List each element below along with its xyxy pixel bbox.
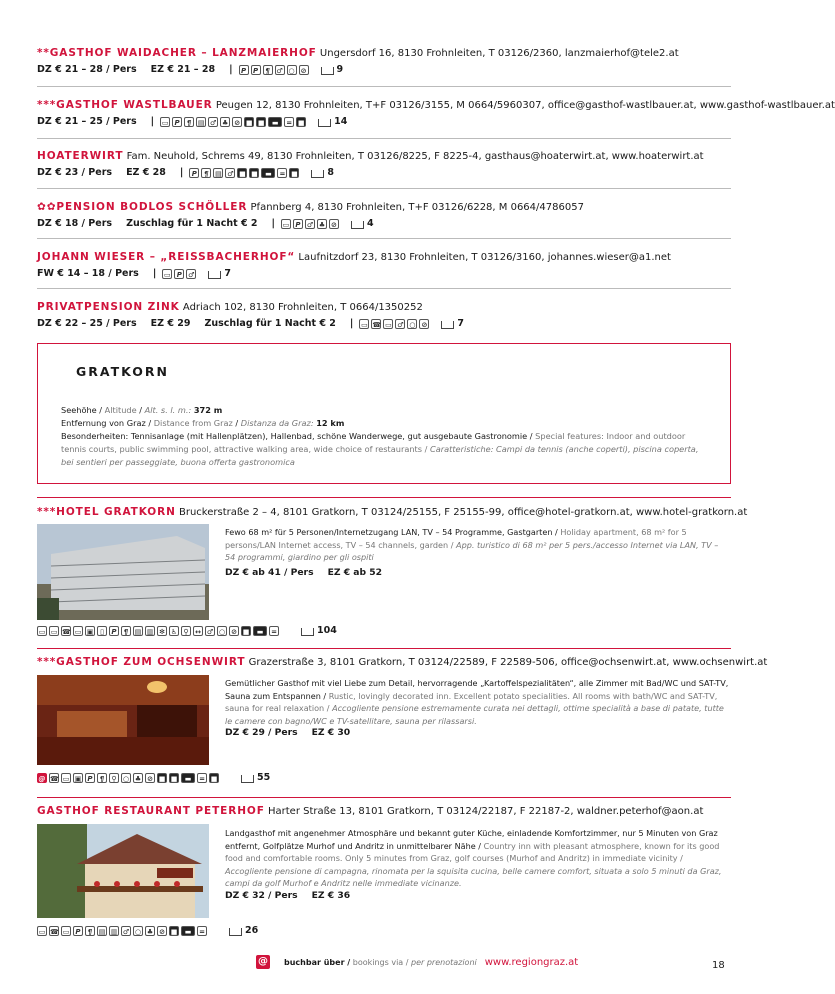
facility-icon: ■ <box>291 170 298 178</box>
divider <box>37 288 731 289</box>
restaurant-icon: ¶ <box>85 926 95 936</box>
price-row <box>225 890 364 901</box>
amenity-icons <box>37 925 258 936</box>
amenity-icons <box>160 117 306 127</box>
hotel-description <box>225 827 730 890</box>
price: EZ € 30 <box>311 727 351 738</box>
tv-icon: ▭ <box>164 271 171 279</box>
entry-wieser: JOHANN WIESER – „REISSBACHERHOF“ Laufnitzdorf 23, 8130 Frohnleiten, T 03126/3160, johannes.wieser@a1.net FW € 14 – 18 / Pers | ▭ P ♂ 7 <box>37 251 671 279</box>
restaurant-icon: ¶ <box>97 773 107 783</box>
family-icon: ♂ <box>306 221 314 229</box>
divider <box>37 497 731 498</box>
entry-name: ***HOTEL GRATKORN <box>37 506 176 518</box>
bed-count: 9 <box>336 64 344 75</box>
family-icon: ♂ <box>206 627 214 636</box>
parking-icon: P <box>239 65 249 75</box>
price: EZ € 29 <box>150 318 191 329</box>
bath-icon: ▭ <box>38 927 46 936</box>
parking-icon: P <box>73 926 83 936</box>
pets-icon: ♣ <box>134 774 142 783</box>
price-row <box>225 567 396 578</box>
fitness-icon: ↔ <box>193 626 203 636</box>
entry-address: Bruckerstraße 2 – 4, 8101 Gratkorn, T 03124/25155, F 25155-99, office@hotel-gratkorn.at, www.hotel-gratkorn.at <box>179 507 748 518</box>
features-en: Special features: Indoor and outdoor tennis courts, public swimming pool, attractive walking area, wide choice of restaurants / <box>61 431 686 454</box>
family-icon: ♂ <box>209 119 217 127</box>
bed-count: 14 <box>334 116 348 127</box>
hotel-photo <box>37 524 209 620</box>
facility-icon: ■ <box>170 774 178 783</box>
entry-name: GASTHOF RESTAURANT PETERHOF <box>37 805 265 817</box>
entry-peterhof <box>37 805 731 818</box>
bed-icon <box>351 221 364 229</box>
price: Zuschlag für 1 Nacht € 2 <box>204 318 336 329</box>
entry-name: ***GASTHOF ZUM OCHSENWIRT <box>37 656 246 668</box>
family-icon: ♂ <box>227 170 234 178</box>
pets-icon: ♣ <box>318 221 326 229</box>
desc-it: App. turistico di 68 m² per 5 pers./accesso Internet via LAN, TV – 54 programmi, giardino per gli ospiti <box>225 539 719 562</box>
aircon-icon: ✻ <box>157 626 167 636</box>
facility-icon: = <box>197 773 207 783</box>
entry-address: Grazerstraße 3, 8101 Gratkorn, T 03124/22589, F 22589-506, office@ochsenwirt.at, www.ochsenwirt.at <box>248 657 768 668</box>
tv-icon: ▭ <box>385 321 392 329</box>
entry-address: Pfannberg 4, 8130 Frohnleiten, T+F 03126/6228, M 0664/4786057 <box>250 202 584 213</box>
features-de: Besonderheiten: Tennisanlage (mit Hallenplätzen), Hallenbad, schöne Wanderwege, gut ausgebaute Gastronomie / <box>61 431 533 441</box>
bike-icon: ⚲ <box>181 626 191 636</box>
hotel-photo <box>37 675 209 765</box>
parking-icon: P <box>251 65 261 75</box>
sauna-icon: ○ <box>218 627 226 636</box>
bed-count: 55 <box>257 772 271 783</box>
pets-icon: ♣ <box>146 927 154 936</box>
parking-icon: P <box>172 117 182 127</box>
amenity-icons <box>239 65 309 75</box>
bus-icon: ▤ <box>197 119 205 127</box>
desc-de: Landgasthof mit angenehmer Atmosphäre und bekannt guter Küche, einladende Komfortzimmer, nur 5 Minuten von Graz entfernt, Golfplätze Murhof und Andritz in unmittelbarer Nähe / <box>225 828 718 851</box>
divider <box>37 188 731 189</box>
price: DZ € 32 / Pers <box>225 890 298 901</box>
entry-name: ✿✿PENSION BODLOS SCHÖLLER <box>37 201 248 213</box>
bath-icon: ▭ <box>38 627 46 636</box>
tv-icon: ▭ <box>62 774 70 783</box>
tv-icon: ▭ <box>62 927 70 936</box>
booking-label-it: per prenotazioni <box>411 957 477 967</box>
facility-icon: = <box>277 168 287 178</box>
amenity-icons <box>359 319 429 329</box>
bus-icon: ▤ <box>134 627 142 636</box>
tv-icon: ▭ <box>282 221 290 229</box>
amenity-icons <box>37 625 337 636</box>
tv-icon: ▭ <box>161 119 169 127</box>
entry-wastlbauer: ***GASTHOF WASTLBAUER Peugen 12, 8130 Frohnleiten, T+F 03126/3155, M 0664/5960307, office@gasthof-wastlbauer.at, www.gasthof-wastlbauer.at DZ € 21 – 25 / Pers | ▭ P ¶ ▤ ♂ ♣ ⊘ ■ ■ ▬ = ■ 14 <box>37 99 835 127</box>
price: Zuschlag für 1 Nacht € 2 <box>126 218 258 229</box>
facility-icon: ▬ <box>181 926 195 936</box>
desc-it: Accogliente pensione di campagna, rinomata per la squisita cucina, belle camere comfort, situata a solo 5 minuti da Graz, campi da golf Murhof e Andritz nelle immediate vicinanze. <box>225 865 722 888</box>
footer <box>256 955 578 969</box>
amenity-icons <box>37 772 270 783</box>
distance-label-it: Distanza da Graz: <box>240 418 314 428</box>
no-smoking-icon: ⊘ <box>299 65 309 75</box>
parking-icon: P <box>174 269 184 279</box>
facility-icon: ▬ <box>253 626 267 636</box>
divider <box>37 797 731 798</box>
gratkorn-info-box <box>37 343 731 484</box>
entry-name: **GASTHOF WAIDACHER – LANZMAIERHOF <box>37 47 317 59</box>
sauna-icon: ○ <box>409 321 416 329</box>
restaurant-icon: ¶ <box>184 117 194 127</box>
entry-zink: PRIVATPENSION ZINK Adriach 102, 8130 Frohnleiten, T 0664/1350252 DZ € 22 – 25 / Pers EZ € 29 Zuschlag für 1 Nacht € 2 | ▭ ☎ ▭ ♂ ○ ⊘ 7 <box>37 301 464 329</box>
no-smoking-icon: ⊘ <box>329 219 339 229</box>
bed-icon <box>241 775 254 783</box>
seminar-icon: ▥ <box>110 927 118 936</box>
parking-icon: P <box>189 168 199 178</box>
phone-icon: ☎ <box>50 927 59 936</box>
family-icon: ♂ <box>397 321 404 329</box>
restaurant-icon: ¶ <box>263 65 273 75</box>
bed-count: 7 <box>457 318 464 329</box>
desc-en: Country inn with pleasant atmosphere, known for its good food and comfortable rooms. Only 5 minutes from Graz, golf courses (Murhof and Andritz) in immediate vicinity / <box>225 840 720 863</box>
booking-label-en: bookings via / <box>352 957 409 967</box>
facility-icon: ■ <box>158 774 166 783</box>
bed-icon <box>441 321 454 329</box>
safe-icon: ▣ <box>74 774 82 783</box>
altitude-value: 372 m <box>193 405 223 415</box>
facility-icon: ▬ <box>181 773 195 783</box>
distance-label: Entfernung von Graz <box>61 418 146 428</box>
price: DZ € 18 / Pers <box>37 218 113 229</box>
entry-hotel-gratkorn <box>37 506 748 519</box>
entry-address: Ungersdorf 16, 8130 Frohnleiten, T 03126/2360, lanzmaierhof@tele2.at <box>319 48 679 59</box>
amenity-icons <box>162 269 196 279</box>
desc-de: Fewo 68 m² für 5 Personen/Internetzugang LAN, TV – 54 Programme, Gastgarten / <box>225 527 558 537</box>
desc-en: Holiday apartment, 68 m² for 5 persons/LAN Internet access, TV – 54 channels, garden / <box>225 527 687 550</box>
price: DZ € 29 / Pers <box>225 727 298 738</box>
entry-address: Adriach 102, 8130 Frohnleiten, T 0664/1350252 <box>182 302 423 313</box>
price: FW € 14 – 18 / Pers <box>37 268 139 279</box>
parking-icon: P <box>85 773 95 783</box>
no-smoking-icon: ⊘ <box>419 319 429 329</box>
house-photo <box>37 824 209 918</box>
phone-icon: ☎ <box>50 774 59 783</box>
price: DZ € ab 41 / Pers <box>225 567 314 578</box>
hotel-photo <box>37 824 209 918</box>
facility-icon: ■ <box>210 774 218 783</box>
bath-icon: ▭ <box>50 627 58 636</box>
entry-address: Harter Straße 13, 8101 Gratkorn, T 03124/22187, F 22187-2, waldner.peterhof@aon.at <box>268 806 704 817</box>
parking-icon: P <box>293 219 303 229</box>
desc-de: Gemütlicher Gasthof mit viel Liebe zum Detail, hervorragende „Kartoffelspezialitäten“, alle Zimmer mit Bad/WC und SAT-TV, Sauna zum Entspannen / <box>225 678 729 701</box>
tv-icon: ▭ <box>74 627 82 636</box>
desc-en: Rustic, lovingly decorated inn. Excellent potato specialities. All rooms with bath/WC and SAT-TV, sauna for real relaxation / <box>225 690 718 713</box>
entry-ochsenwirt <box>37 656 768 669</box>
phone-icon: ☎ <box>372 321 382 329</box>
facility-icon: ▬ <box>261 168 275 178</box>
entry-address: Laufnitzdorf 23, 8130 Frohnleiten, T 03126/3160, johannes.wieser@a1.net <box>298 252 671 263</box>
sauna-icon: ○ <box>122 774 130 783</box>
entry-name: HOATERWIRT <box>37 150 124 162</box>
entry-hoaterwirt: HOATERWIRT Fam. Neuhold, Schrems 49, 8130 Frohnleiten, T 03126/8225, F 8225-4, gasthaus@hoaterwirt.at, www.hoaterwirt.at DZ € 23 / Pers EZ € 28 | P ¶ ▤ ♂ ■ ■ ▬ = ■ 8 <box>37 150 704 178</box>
hotel-description <box>225 526 730 564</box>
entry-bodlos: ✿✿PENSION BODLOS SCHÖLLER Pfannberg 4, 8130 Frohnleiten, T+F 03126/6228, M 0664/4786057 DZ € 18 / Pers Zuschlag für 1 Nacht € 2 | ▭ P ♂ ♣ ⊘ 4 <box>37 201 584 229</box>
bed-icon <box>301 628 314 636</box>
distance-label-en: Distance from Graz <box>153 418 233 428</box>
family-icon: ♂ <box>122 927 130 936</box>
seminar-icon: ▥ <box>146 627 154 636</box>
gratkorn-info: Seehöhe / Altitude / Alt. s. l. m.: 372 m Entfernung von Graz / Distance from Graz / Distanza da Graz: 12 km Besonderheiten: Tennisanlage (mit Hallenplätzen), Hallenbad, schöne Wanderwege, gut ausgebaute Gastronomie / Special features: Indoor and outdoor tennis courts, public swimming pool, attractive walking area, wide choice of restaurants / Caratteristiche: Campi da tennis (anche coperti), piscina coperta, bei sentieri per passeggiate, buona offerta gastronomica <box>61 405 699 467</box>
online-booking-icon: @ <box>38 774 46 783</box>
interior-photo <box>37 675 209 765</box>
phone-icon: ☎ <box>62 627 71 636</box>
accessible-icon: ♿ <box>170 627 178 636</box>
entry-name: JOHANN WIESER – „REISSBACHERHOF“ <box>37 251 296 263</box>
entry-address: Fam. Neuhold, Schrems 49, 8130 Frohnleiten, T 03126/8225, F 8225-4, gasthaus@hoaterwirt.at, www.hoaterwirt.at <box>126 151 704 162</box>
bed-icon <box>208 271 221 279</box>
divider <box>37 138 731 139</box>
bed-icon <box>318 119 331 127</box>
facility-icon: ■ <box>245 119 253 127</box>
family-icon: ♂ <box>188 271 195 279</box>
bed-count: 7 <box>224 268 231 279</box>
bed-icon <box>321 67 334 75</box>
building-photo <box>37 524 209 620</box>
page-number: 18 <box>712 960 725 971</box>
bus-icon: ▤ <box>98 927 106 936</box>
divider <box>37 86 731 87</box>
bed-count: 26 <box>245 925 259 936</box>
entry-name: PRIVATPENSION ZINK <box>37 301 180 313</box>
altitude-label-it: Alt. s. l. m.: <box>144 405 192 415</box>
safe-icon: ▣ <box>86 627 94 636</box>
booking-label-de: buchbar über / <box>284 957 351 967</box>
bed-icon <box>311 170 324 178</box>
no-smoking-icon: ⊘ <box>229 626 239 636</box>
entry-waidacher: **GASTHOF WAIDACHER – LANZMAIERHOF Ungersdorf 16, 8130 Frohnleiten, T 03126/2360, lanzmaierhof@tele2.at DZ € 21 – 28 / Pers EZ € 21 – 28 | P P ¶ ♂ ○ ⊘ 9 <box>37 47 679 75</box>
price: DZ € 23 / Pers <box>37 167 113 178</box>
facility-icon: ▬ <box>268 117 282 127</box>
facility-icon: ■ <box>251 170 258 178</box>
bed-count: 104 <box>317 625 337 636</box>
divider <box>37 238 731 239</box>
no-smoking-icon: ⊘ <box>232 117 242 127</box>
facility-icon: = <box>284 117 294 127</box>
price: EZ € 28 <box>126 167 166 178</box>
sauna-icon: ○ <box>288 67 295 75</box>
website-link[interactable]: www.regiongraz.at <box>484 956 579 968</box>
restaurant-icon: ¶ <box>121 626 131 636</box>
bus-icon: ▤ <box>215 170 222 178</box>
pets-icon: ♣ <box>221 119 229 127</box>
altitude-label: Seehöhe <box>61 405 97 415</box>
entry-name: ***GASTHOF WASTLBAUER <box>37 99 213 111</box>
bath-icon: ▭ <box>361 321 368 329</box>
sauna-icon: ○ <box>134 927 142 936</box>
price: DZ € 21 – 25 / Pers <box>37 116 137 127</box>
price: EZ € ab 52 <box>327 567 383 578</box>
at-icon: @ <box>258 956 268 967</box>
divider <box>37 648 731 649</box>
altitude-label-en: Altitude <box>104 405 137 415</box>
facility-icon: ■ <box>257 119 265 127</box>
restaurant-icon: ¶ <box>201 168 211 178</box>
amenity-icons <box>281 219 339 229</box>
facility-icon: ■ <box>242 627 250 636</box>
price: EZ € 36 <box>311 890 351 901</box>
facility-icon: ■ <box>297 119 305 127</box>
price-row <box>225 727 364 738</box>
bed-icon <box>229 928 242 936</box>
facility-icon: ■ <box>170 927 178 936</box>
entry-address: Peugen 12, 8130 Frohnleiten, T+F 03126/3155, M 0664/5960307, office@gasthof-wastlbauer.at, www.gasthof-wastlbauer.at <box>215 100 835 111</box>
bed-count: 4 <box>366 218 374 229</box>
features-it: Caratteristiche: Campi da tennis (anche coperti), piscina coperta, bei sentieri per passeggiate, buona offerta gastronomica <box>61 444 699 467</box>
elevator-icon: ▯ <box>97 626 107 636</box>
hotel-description <box>225 677 730 727</box>
desc-it: Accogliente pensione estremamente curata nei dettagli, ottime specialità a base di patate, tutte le camere con bagno/WC e TV-satellitare, sauna per rilassarsi. <box>225 703 724 726</box>
bed-count: 8 <box>327 167 334 178</box>
no-smoking-icon: ⊘ <box>145 773 155 783</box>
facility-icon: = <box>269 626 279 636</box>
distance-value: 12 km <box>316 418 345 428</box>
amenity-icons <box>189 168 299 178</box>
parking-icon: P <box>109 626 119 636</box>
price: EZ € 21 – 28 <box>150 64 216 75</box>
no-smoking-icon: ⊘ <box>157 926 167 936</box>
facility-icon: ■ <box>239 170 246 178</box>
price: DZ € 21 – 28 / Pers <box>37 64 137 75</box>
family-icon: ♂ <box>276 67 283 75</box>
bike-icon: ⚲ <box>109 773 119 783</box>
section-title: GRATKORN <box>76 364 169 379</box>
facility-icon: = <box>197 926 207 936</box>
price: DZ € 22 – 25 / Pers <box>37 318 137 329</box>
